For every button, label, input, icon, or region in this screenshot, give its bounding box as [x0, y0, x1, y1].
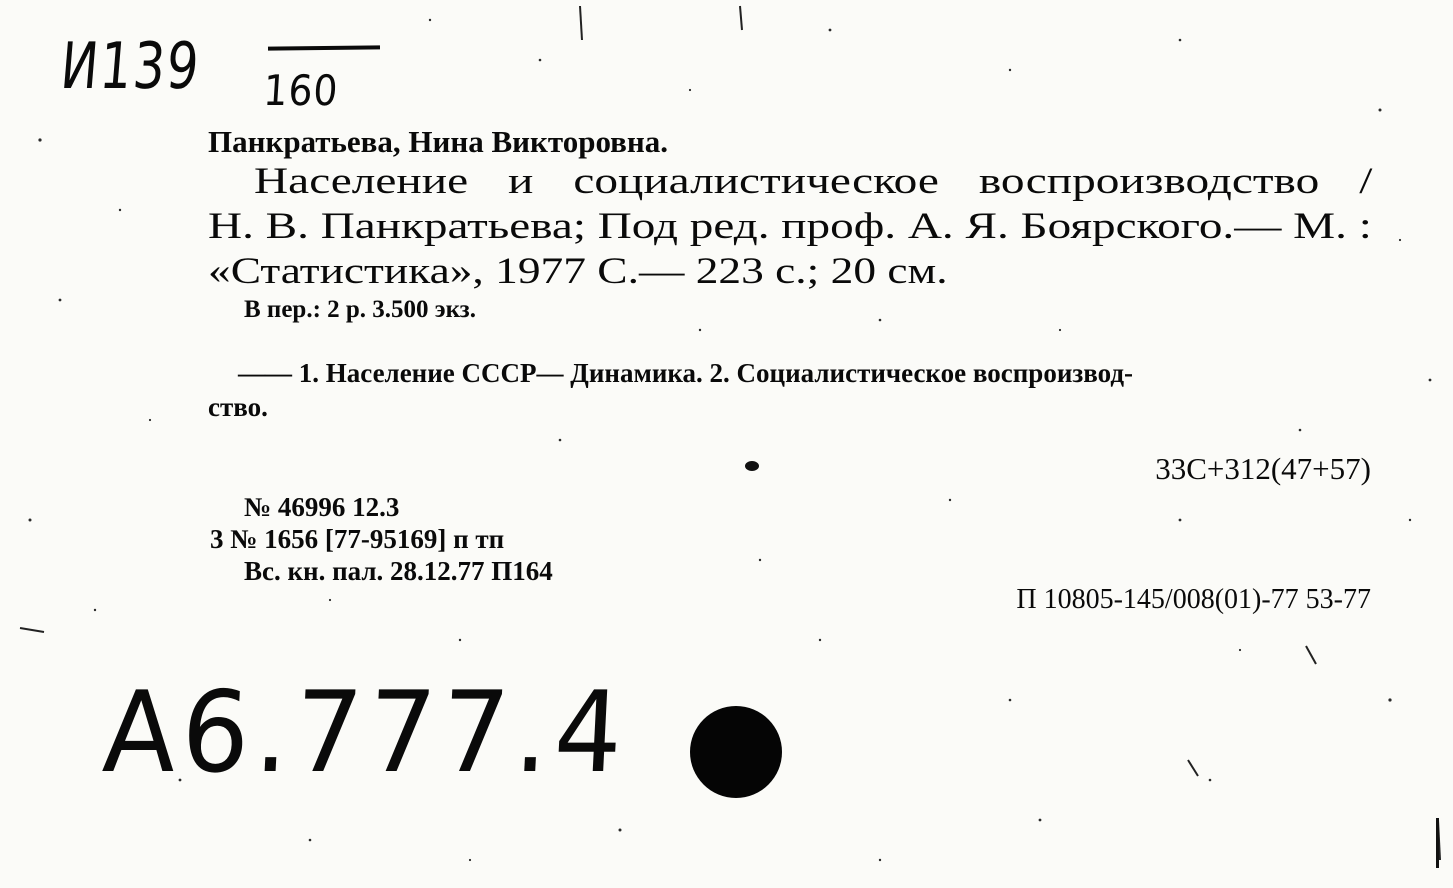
- shelf-mark: А6.777.4: [100, 668, 631, 798]
- call-number: И139: [58, 30, 203, 104]
- title-line-2: Н. В. Панкратьева; Под ред. проф. А. Я. Боярского.— М. :: [208, 206, 1372, 247]
- record-line-3: Вс. кн. пал. 28.12.77 П164: [244, 556, 553, 586]
- edge-mark: [1436, 818, 1439, 868]
- subject-headings: —— 1. Население СССР— Динамика. 2. Социалистическое воспроизвод-: [238, 358, 1133, 388]
- subject-headings-continuation: ство.: [208, 392, 268, 422]
- isbn-code: П 10805-145/008(01)-77 53-77: [1016, 584, 1371, 615]
- call-number-sub: 160: [262, 66, 340, 115]
- classification-index: 33С+312(47+57): [1155, 451, 1371, 486]
- author-heading: Панкратьева, Нина Викторовна.: [208, 124, 669, 159]
- title-line-3: «Статистика», 1977 С.— 223 с.; 20 см.: [208, 251, 948, 292]
- price-run: В пер.: 2 р. 3.500 экз.: [244, 296, 476, 323]
- punch-hole: [690, 706, 782, 798]
- title-line-1: Население и социалистическое воспроизводство /: [254, 161, 1373, 202]
- record-line-1: № 46996 12.3: [244, 492, 400, 522]
- record-line-2: 3 № 1656 [77-95169] п тп: [210, 524, 505, 554]
